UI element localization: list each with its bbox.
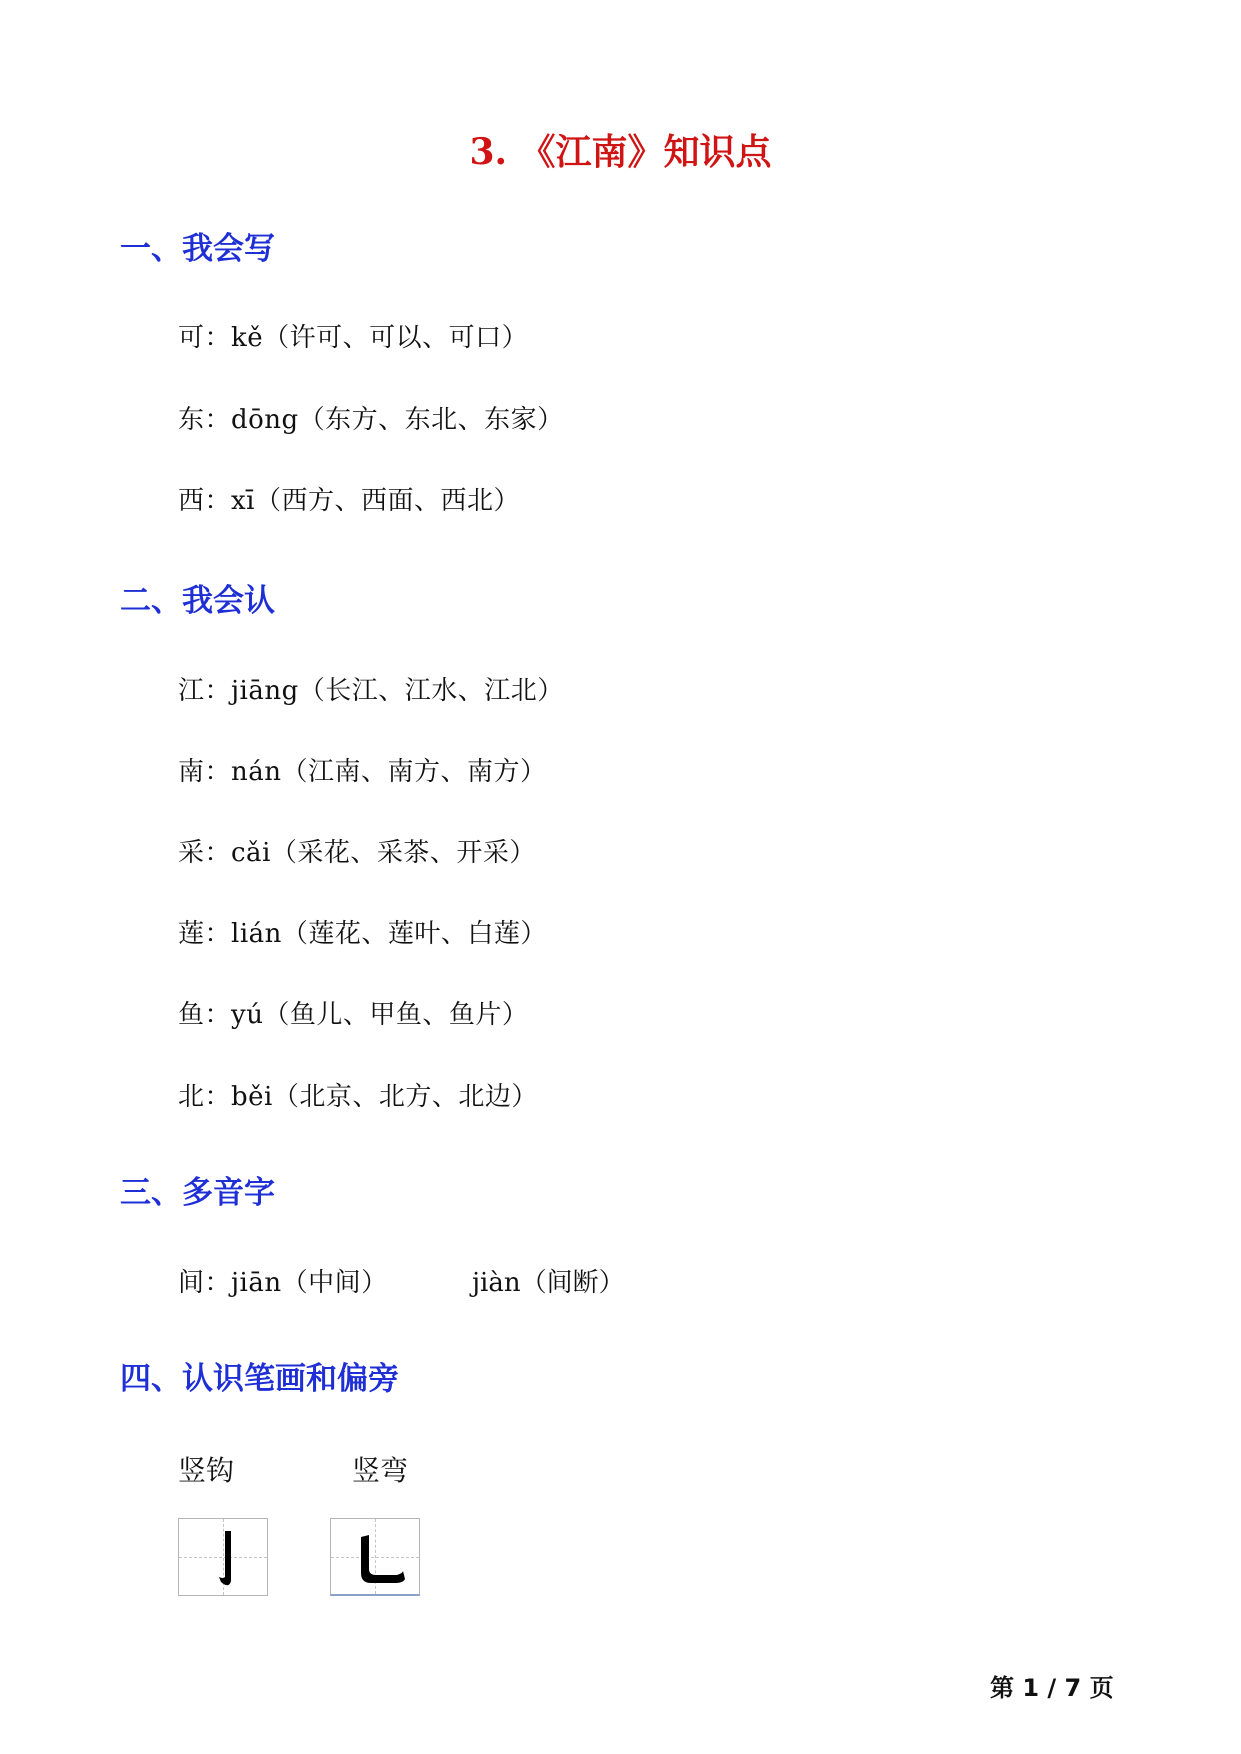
vertical-hook-stroke-icon [179, 1519, 269, 1597]
entry-nan: 南：nán（江南、南方、南方） [178, 757, 547, 787]
section-heading-recognize: 二、我会认 [120, 583, 275, 619]
entry-ke: 可：kě（许可、可以、可口） [178, 323, 529, 353]
vertical-bend-stroke-icon [331, 1519, 421, 1597]
section-heading-write: 一、我会写 [120, 231, 275, 267]
stroke-name-vertical-bend: 竖弯 [352, 1454, 409, 1487]
section-heading-strokes: 四、认识笔画和偏旁 [120, 1361, 399, 1397]
document-title: 3. 《江南》知识点 [469, 131, 772, 173]
polyphone-jian-first: 间：jiān（中间） [178, 1268, 388, 1298]
entry-yu: 鱼：yú（鱼儿、甲鱼、鱼片） [178, 1000, 529, 1030]
entry-jiang: 江：jiāng（长江、江水、江北） [178, 676, 564, 706]
entry-dong: 东：dōng（东方、东北、东家） [178, 405, 564, 435]
entry-bei: 北：běi（北京、北方、北边） [178, 1082, 538, 1112]
stroke-name-vertical-hook: 竖钩 [178, 1454, 235, 1487]
stroke-grid-vertical-hook [178, 1518, 268, 1596]
section-heading-polyphone: 三、多音字 [120, 1175, 275, 1211]
entry-lian: 莲：lián（莲花、莲叶、白莲） [178, 919, 547, 949]
entry-cai: 采：cǎi（采花、采茶、开采） [178, 838, 536, 868]
polyphone-jian-second: jiàn（间断） [472, 1268, 625, 1298]
page-indicator: 第 1 / 7 页 [990, 1674, 1114, 1702]
entry-xi: 西：xī（西方、西面、西北） [178, 486, 520, 516]
stroke-grid-vertical-bend [330, 1518, 420, 1596]
